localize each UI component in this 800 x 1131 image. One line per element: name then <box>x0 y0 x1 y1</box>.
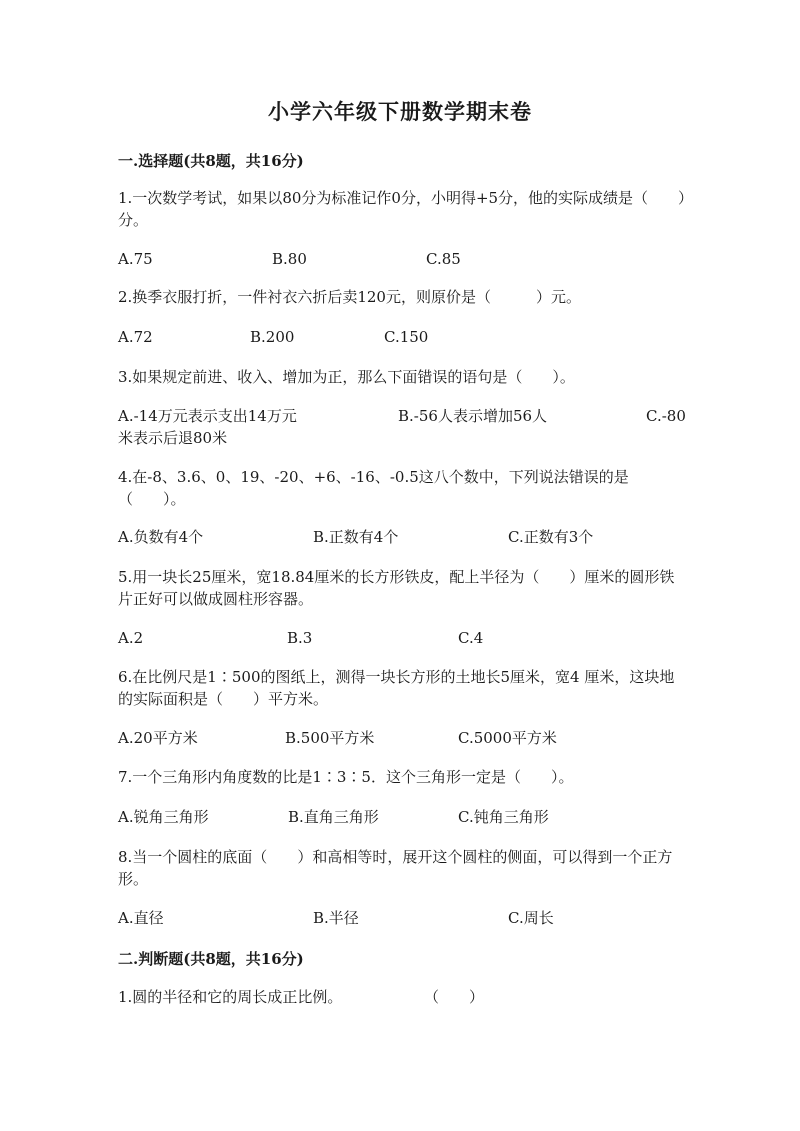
answer-blank: （ ） <box>424 988 485 1006</box>
option-a: A.72 <box>118 328 153 346</box>
question-text: 5.用一块长25厘米，宽18.84厘米的长方形铁皮，配上半径为（ ）厘米的圆形铁片正好可以做成圆柱形容器。 <box>118 568 675 608</box>
option-c: C.4 <box>458 629 484 647</box>
option-c: C.周长 <box>508 909 554 927</box>
option-b: B.半径 <box>313 909 359 927</box>
question-text: 1.圆的半径和它的周长成正比例。 <box>118 988 343 1006</box>
option-b: B.500平方米 <box>285 729 375 747</box>
option-a: A.负数有4个 <box>118 528 204 546</box>
option-c: C.150 <box>384 328 429 346</box>
question-text: 8.当一个圆柱的底面（ ）和高相等时，展开这个圆柱的侧面，可以得到一个正方形。 <box>118 848 673 888</box>
question-text: 4.在-8、3.6、0、19、-20、+6、-16、-0.5这八个数中，下列说法错误的是（ ）。 <box>118 468 629 508</box>
question-text: 2.换季衣服打折，一件衬衣六折后卖120元，则原价是（ ）元。 <box>118 288 581 306</box>
option-a: A.直径 <box>118 909 164 927</box>
question-text: 1.一次数学考试，如果以80分为标准记作0分，小明得+5分，他的实际成绩是（ ）分。 <box>118 189 686 229</box>
section-heading-choice: 一.选择题(共8题，共16分) <box>118 152 304 170</box>
question-text: 3.如果规定前进、收入、增加为正，那么下面错误的语句是（ ）。 <box>118 368 575 386</box>
option-a: A.-14万元表示支出14万元 <box>118 407 297 425</box>
question-text: 7.一个三角形内角度数的比是1∶3∶5．这个三角形一定是（ ）。 <box>118 768 574 786</box>
option-c: C.-80米表示后退80米 <box>118 407 686 447</box>
option-c: C.5000平方米 <box>458 729 557 747</box>
page-title: 小学六年级下册数学期末卷 <box>268 99 532 124</box>
question-text: 6.在比例尺是1∶500的图纸上，测得一块长方形的土地长5厘米，宽4 厘米，这块地的实际面积是（ ）平方米。 <box>118 668 675 708</box>
option-c: C.钝角三角形 <box>458 808 549 826</box>
option-b: B.直角三角形 <box>288 808 379 826</box>
option-a: A.锐角三角形 <box>118 808 209 826</box>
option-a: A.20平方米 <box>118 729 198 747</box>
option-c: C.85 <box>426 250 461 268</box>
section-heading-judgement: 二.判断题(共8题，共16分) <box>118 950 304 968</box>
option-a: A.75 <box>118 250 153 268</box>
option-b: B.200 <box>250 328 295 346</box>
option-b: B.80 <box>272 250 307 268</box>
option-b: B.-56人表示增加56人 <box>398 407 548 425</box>
option-b: B.3 <box>287 629 313 647</box>
option-c: C.正数有3个 <box>508 528 594 546</box>
option-a: A.2 <box>118 629 144 647</box>
option-b: B.正数有4个 <box>313 528 399 546</box>
